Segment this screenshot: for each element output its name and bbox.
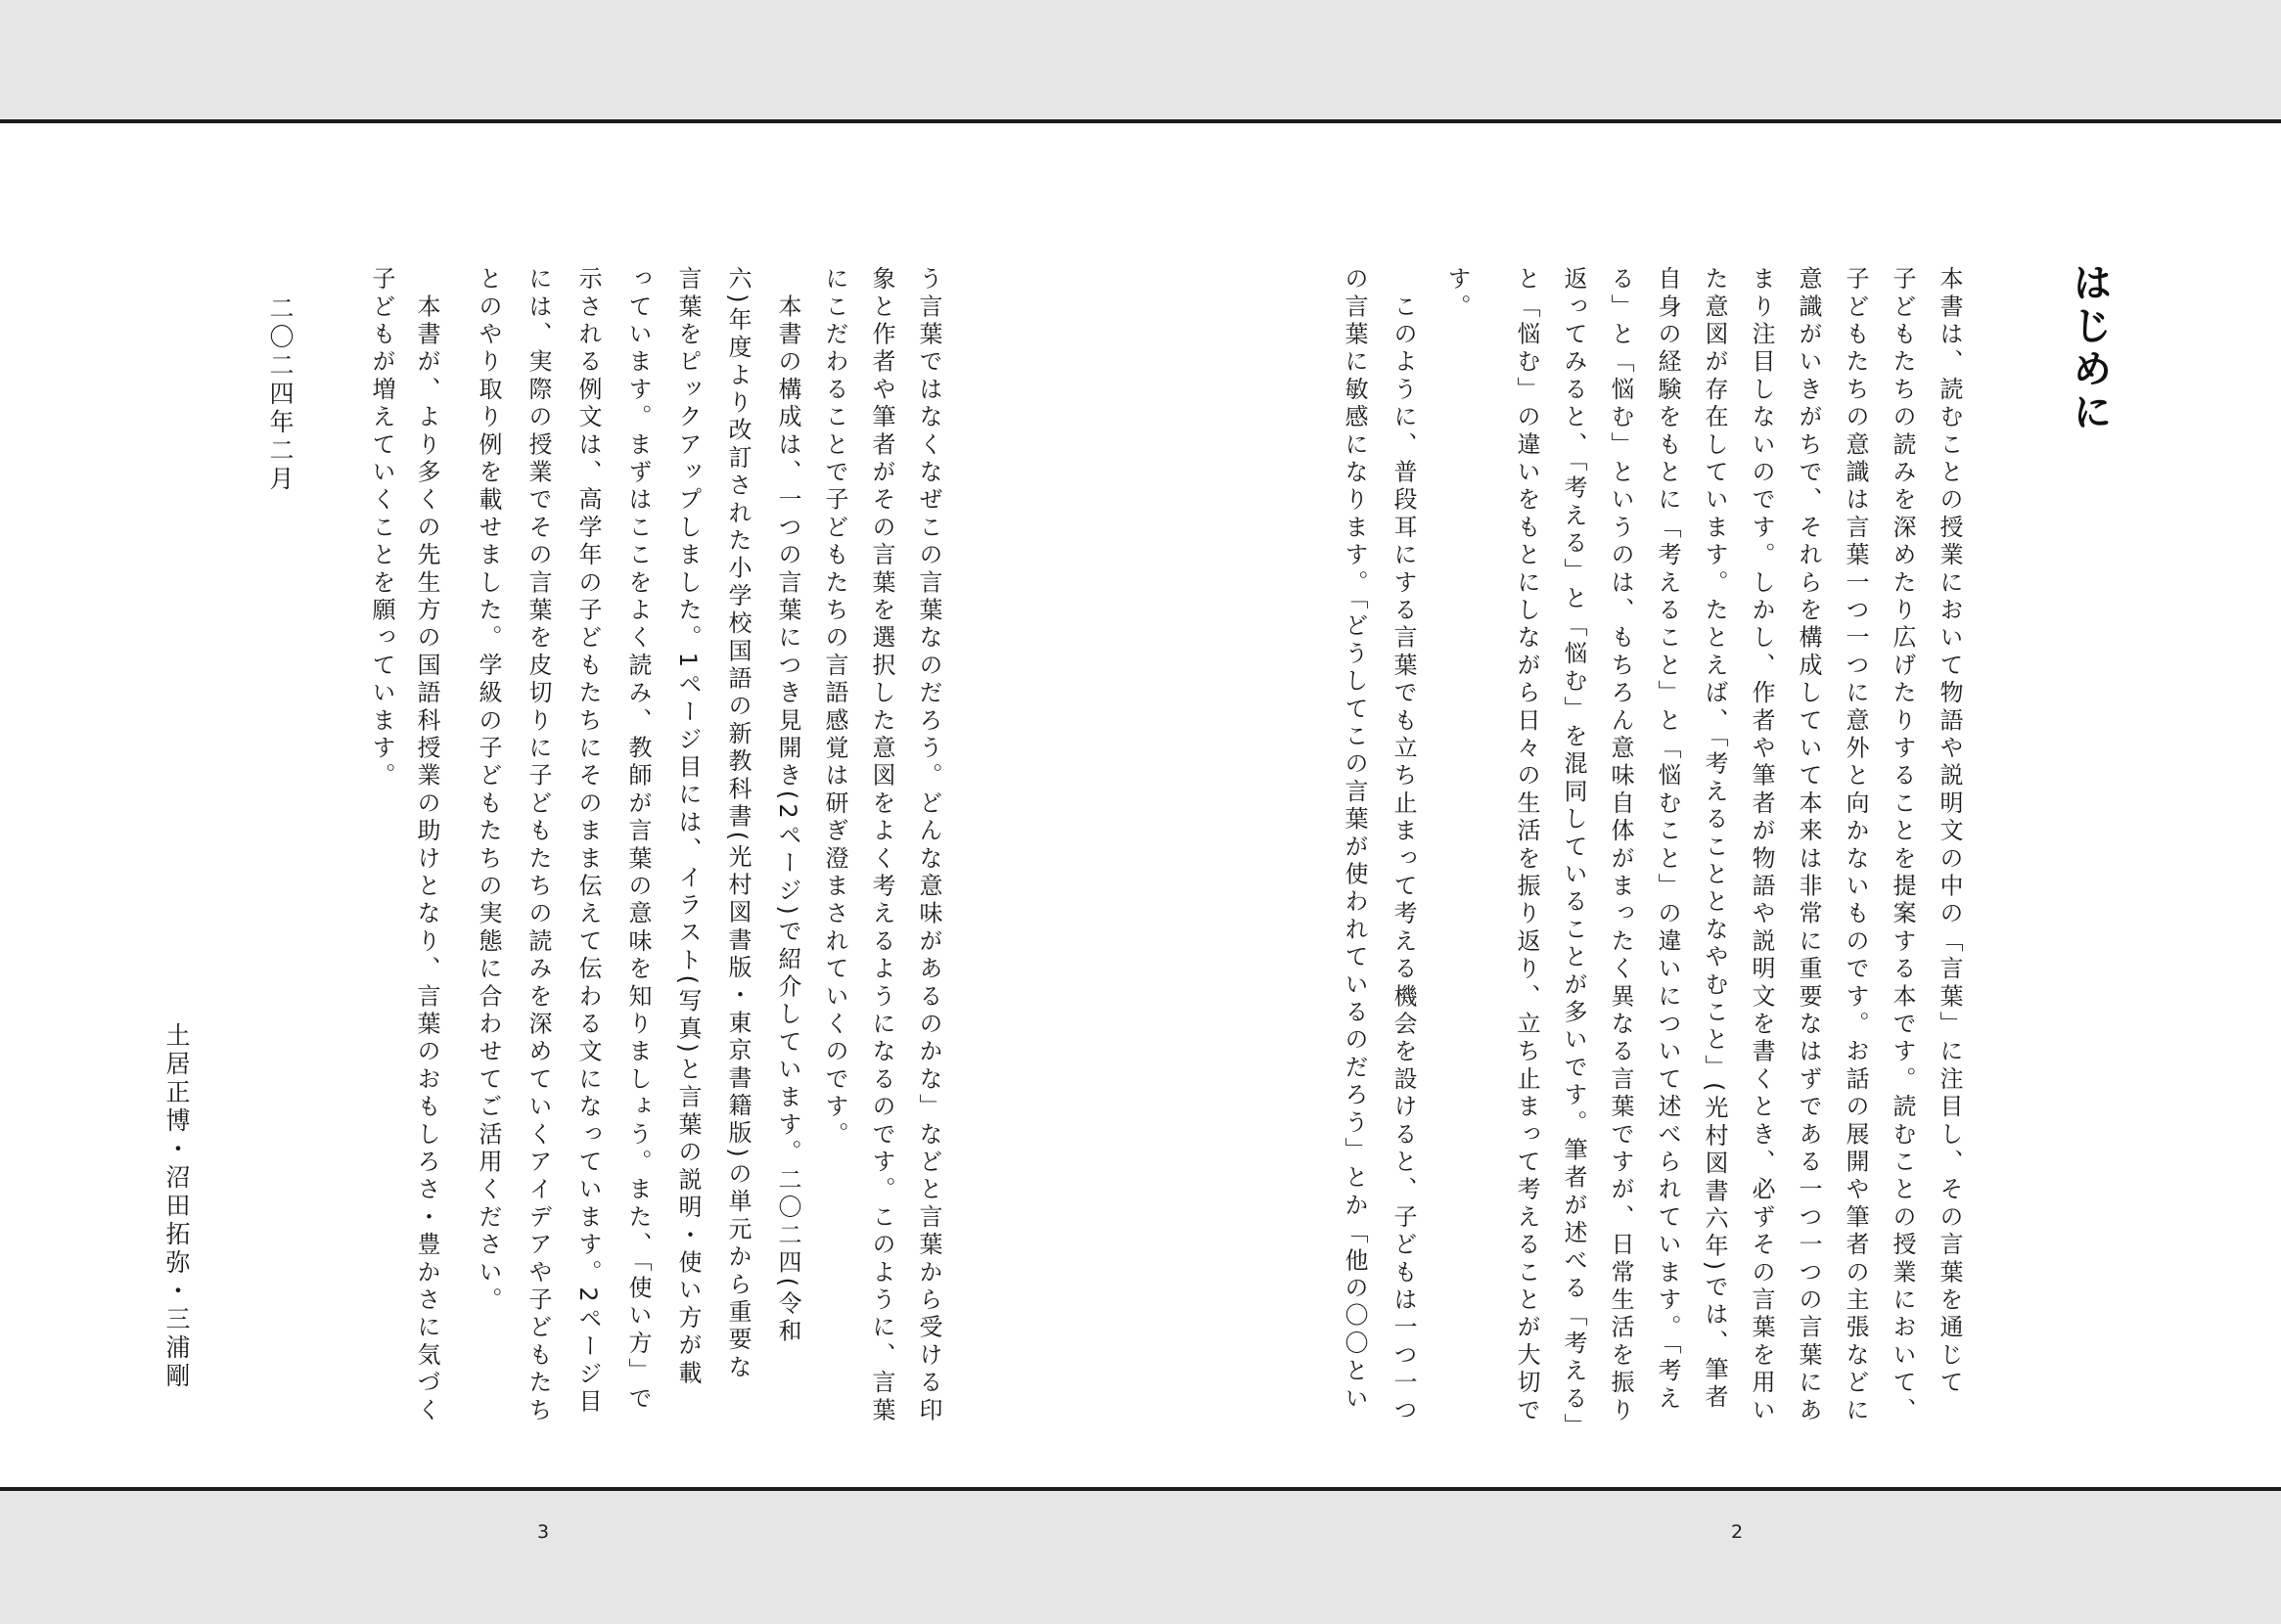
text-line: す。 (1443, 266, 1471, 322)
text-line: 六)年度より改訂された小学校国語の新教科書(光村図書版・東京書籍版)の単元から重要な (724, 266, 752, 1382)
page-title: はじめに (2067, 262, 2112, 434)
text-line: まり注目しないのです。しかし、作者や筆者が物語や説明文を書くとき、必ずその言葉を用い (1748, 266, 1775, 1425)
text-line: 自身の経験をもとに「考えること」と「悩むこと」の違いについて述べられています。「考え (1654, 266, 1681, 1414)
text-line: の言葉に敏感になります。「どうしてこの言葉が使われているのだろう」とか「他の〇〇とい (1341, 266, 1368, 1414)
text-line: このように、普段耳にする言葉でも立ち止まって考える機会を設けると、子どもは一つ一つ (1390, 266, 1417, 1425)
page-number-right: 2 (1731, 1521, 1744, 1543)
text-line: と「悩む」の違いをもとにしながら日々の生活を振り返り、立ち止まって考えることが大切で (1513, 266, 1540, 1425)
text-line: た意図が存在しています。たとえば、「考えることとなやむこと」(光村図書六年)では、筆者 (1701, 266, 1728, 1413)
text-line: 返ってみると、「考える」と「悩む」を混同していることが多いです。筆者が述べる「考える」 (1560, 266, 1587, 1441)
text-line: 意識がいきがちで、それらを構成していて本来は非常に重要なはずである一つ一つの言葉にあ (1795, 266, 1822, 1425)
text-line: 本書が、より多くの先生方の国語科授業の助けとなり、言葉のおもしろさ・豊かさに気づく (413, 266, 440, 1425)
text-line: 象と作者や筆者がその言葉を選択した意図をよく考えるようになるのです。このように、言葉 (868, 266, 895, 1425)
text-line: 示される例文は、高学年の子どもたちにそのまま伝えて伝わる文になっています。2ページ目 (574, 266, 602, 1417)
page-number-left: 3 (537, 1521, 550, 1543)
text-line: っています。まずはここをよく読み、教師が言葉の意味を知りましょう。また、「使い方」で (624, 266, 652, 1414)
text-line: にこだわることで子どもたちの言語感覚は研ぎ澄まされていくのです。 (821, 266, 848, 1150)
text-line: 子どもたちの意識は言葉一つ一つに意外と向かないものです。お話の展開や筆者の主張などに (1842, 266, 1869, 1425)
text-line: 子どもたちの読みを深めたり広げたりすることを提案する本です。読むことの授業において、 (1889, 266, 1916, 1425)
text-line: 子どもが増えていくことを願っています。 (368, 266, 395, 790)
text-line: る」と「悩む」というのは、もちろん意味自体がまったく異なる言葉ですが、日常生活を振り (1607, 266, 1634, 1425)
text-line: 本書の構成は、一つの言葉につき見開き(2ページ)で紹介しています。二〇二四(令和 (774, 266, 801, 1346)
text-line: 本書は、読むことの授業において物語や説明文の中の「言葉」に注目し、その言葉を通じて (1936, 266, 1963, 1398)
text-line: には、実際の授業でその言葉を皮切りに子どもたちの読みを深めていくアイデアや子どもたち (525, 266, 552, 1425)
date-line: 二〇二四年二月 (266, 295, 295, 494)
author-names: 土居正博・沼田拓弥・三浦剛 (162, 1022, 191, 1391)
text-line: う言葉ではなくなぜこの言葉なのだろう。どんな意味があるのかな」などと言葉から受ける印 (915, 266, 942, 1425)
text-line: とのやり取り例を載せました。学級の子どもたちの実態に合わせてご活用ください。 (475, 266, 502, 1315)
text-line: 言葉をピックアップしました。1ページ目には、イラスト(写真)と言葉の説明・使い方が載 (674, 266, 702, 1388)
